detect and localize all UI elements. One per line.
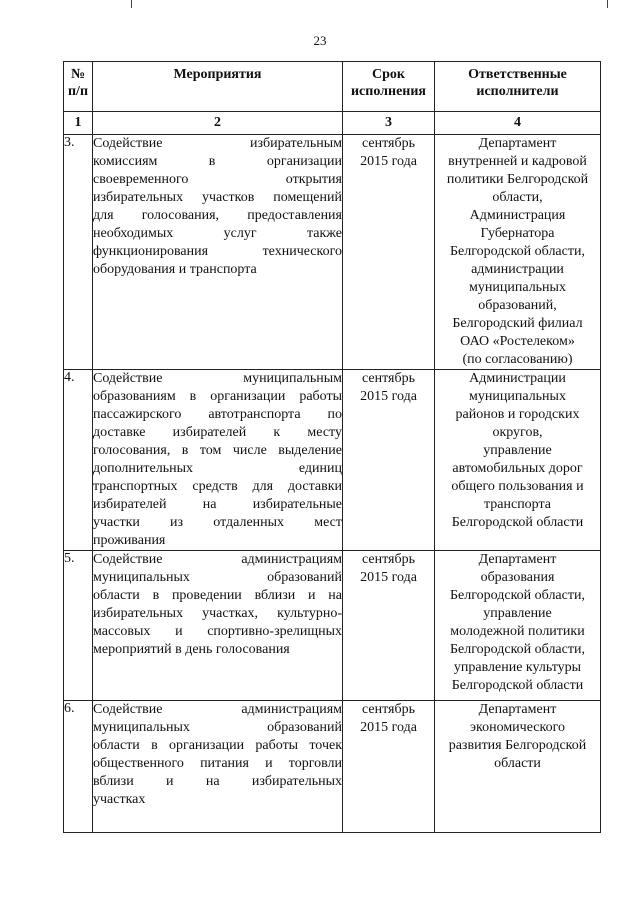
- activity-cell-line: общественного питания и торговли: [93, 756, 342, 771]
- responsible-cell-line: общего пользования и: [451, 479, 584, 494]
- responsible-cell: [435, 135, 601, 370]
- responsible-cell-line: администрации: [471, 262, 564, 277]
- table-header-row: [64, 62, 601, 112]
- responsible-cell-line: муниципальных: [469, 280, 566, 295]
- row-number: 3.: [64, 135, 93, 370]
- responsible-cell-line: Белгородской области,: [450, 588, 585, 603]
- activity-cell-line: области в проведении вблизи и на: [93, 588, 342, 603]
- responsible-cell-line: Белгородской области: [451, 678, 584, 693]
- table-row: [64, 551, 601, 701]
- activity-cell-line: мероприятий в день голосования: [93, 642, 290, 657]
- column-number: 2: [93, 112, 343, 135]
- table-row: [64, 370, 601, 551]
- responsible-cell-line: муниципальных: [469, 389, 566, 404]
- responsible-cell-line: Администрация: [469, 208, 566, 223]
- activity-cell: [93, 370, 343, 551]
- activity-cell-line: массовых и спортивно-зрелищных: [93, 624, 342, 639]
- activity-cell-line: для голосования, предоставления: [93, 208, 342, 223]
- responsible-cell-line: образования: [480, 570, 555, 585]
- responsible-cell-line: управление: [483, 606, 552, 621]
- responsible-cell-line: Департамент: [478, 136, 557, 151]
- responsible-cell-line: Департамент: [478, 702, 557, 717]
- deadline-cell-line: 2015 года: [360, 570, 417, 585]
- deadline-cell-line: 2015 года: [360, 389, 417, 404]
- responsible-cell-line: молодежной политики: [450, 624, 585, 639]
- responsible-cell-line: Белгородской области: [451, 515, 584, 530]
- activity-cell-line: избирательных участках, культурно-: [93, 606, 342, 621]
- responsible-cell-line: управление культуры: [453, 660, 582, 675]
- responsible-cell-line: управление: [483, 443, 552, 458]
- activity-cell-line: Содействие администрациям: [93, 702, 342, 717]
- responsible-cell: [435, 370, 601, 551]
- activity-cell: [93, 135, 343, 370]
- activity-cell-line: Содействие муниципальным: [93, 371, 342, 386]
- responsible-cell-line: Белгородской области,: [450, 244, 585, 259]
- activity-cell-line: пассажирского автотранспорта по: [93, 407, 342, 422]
- responsible-cell: [435, 701, 601, 833]
- row-number: 5.: [64, 551, 93, 701]
- activity-cell-line: Содействие избирательным: [93, 136, 342, 151]
- responsible-cell: [435, 551, 601, 701]
- activity-cell-line: комиссиям в организации: [93, 154, 342, 169]
- activity-cell-line: дополнительных единиц: [93, 461, 342, 476]
- activity-cell-line: доставке избирателей к месту: [93, 425, 342, 440]
- responsible-cell-line: Департамент: [478, 552, 557, 567]
- deadline-cell-line: сентябрь: [362, 702, 415, 717]
- header-responsible: Ответственные исполнители: [435, 62, 601, 112]
- activity-cell-line: участки из отдаленных мест: [93, 515, 342, 530]
- activity-cell: [93, 551, 343, 701]
- responsible-cell-line: Администрации: [469, 371, 566, 386]
- column-number-row: [64, 112, 601, 135]
- row-number: 6.: [64, 701, 93, 833]
- deadline-cell-line: сентябрь: [362, 552, 415, 567]
- responsible-cell-line: развития Белгородской: [448, 738, 587, 753]
- table-row: [64, 135, 601, 370]
- responsible-cell-line: Белгородский филиал: [452, 316, 583, 331]
- deadline-cell: [343, 551, 435, 701]
- activity-cell-line: образованиям в организации работы: [93, 389, 342, 404]
- responsible-cell-line: (по согласованию): [462, 352, 573, 367]
- activity-cell-line: участках: [93, 792, 146, 807]
- activity-cell-line: голосования, в том числе выделение: [93, 443, 342, 458]
- activity-cell-line: избирательных участков помещений: [93, 190, 342, 205]
- deadline-cell-line: 2015 года: [360, 154, 417, 169]
- deadline-cell-line: сентябрь: [362, 136, 415, 151]
- header-deadline: Срок исполнения: [343, 62, 435, 112]
- responsible-cell-line: образований,: [478, 298, 557, 313]
- responsible-cell-line: экономического: [470, 720, 565, 735]
- page-number: 23: [313, 33, 327, 48]
- activity-cell-line: вблизи и на избирательных: [93, 774, 342, 789]
- responsible-cell-line: автомобильных дорог: [452, 461, 583, 476]
- column-number: 4: [435, 112, 601, 135]
- responsible-cell-line: округов,: [492, 425, 543, 440]
- deadline-cell: [343, 701, 435, 833]
- row-number: 4.: [64, 370, 93, 551]
- deadline-cell: [343, 370, 435, 551]
- header-activities: Мероприятия: [93, 62, 343, 112]
- scan-edge-mark: [607, 0, 608, 8]
- activity-cell-line: своевременного открытия: [93, 172, 342, 187]
- activity-cell-line: оборудования и транспорта: [93, 262, 257, 277]
- activity-cell-line: избирателей на избирательные: [93, 497, 342, 512]
- table-row: [64, 701, 601, 833]
- deadline-cell-line: 2015 года: [360, 720, 417, 735]
- activity-cell-line: проживания: [93, 533, 166, 548]
- responsible-cell-line: Белгородской области,: [450, 642, 585, 657]
- responsible-cell-line: транспорта: [483, 497, 552, 512]
- activity-cell-line: Содействие администрациям: [93, 552, 342, 567]
- activity-cell-line: функционирования технического: [93, 244, 342, 259]
- deadline-cell: [343, 135, 435, 370]
- scan-edge-mark: [131, 0, 132, 8]
- activity-cell-line: муниципальных образований: [93, 720, 342, 735]
- responsible-cell-line: Губернатора: [480, 226, 555, 241]
- measures-table: [63, 61, 601, 833]
- responsible-cell-line: области,: [492, 190, 543, 205]
- activity-cell-line: муниципальных образований: [93, 570, 342, 585]
- activity-cell-line: необходимых услуг также: [93, 226, 342, 241]
- header-number: № п/п: [64, 62, 93, 112]
- responsible-cell-line: районов и городских: [455, 407, 580, 422]
- activity-cell: [93, 701, 343, 833]
- responsible-cell-line: политики Белгородской: [446, 172, 589, 187]
- responsible-cell-line: внутренней и кадровой: [448, 154, 587, 169]
- deadline-cell-line: сентябрь: [362, 371, 415, 386]
- responsible-cell-line: ОАО «Ростелеком»: [460, 334, 575, 349]
- activity-cell-line: транспортных средств для доставки: [93, 479, 342, 494]
- column-number: 3: [343, 112, 435, 135]
- activity-cell-line: области в организации работы точек: [93, 738, 342, 753]
- column-number: 1: [64, 112, 93, 135]
- responsible-cell-line: области: [494, 756, 541, 771]
